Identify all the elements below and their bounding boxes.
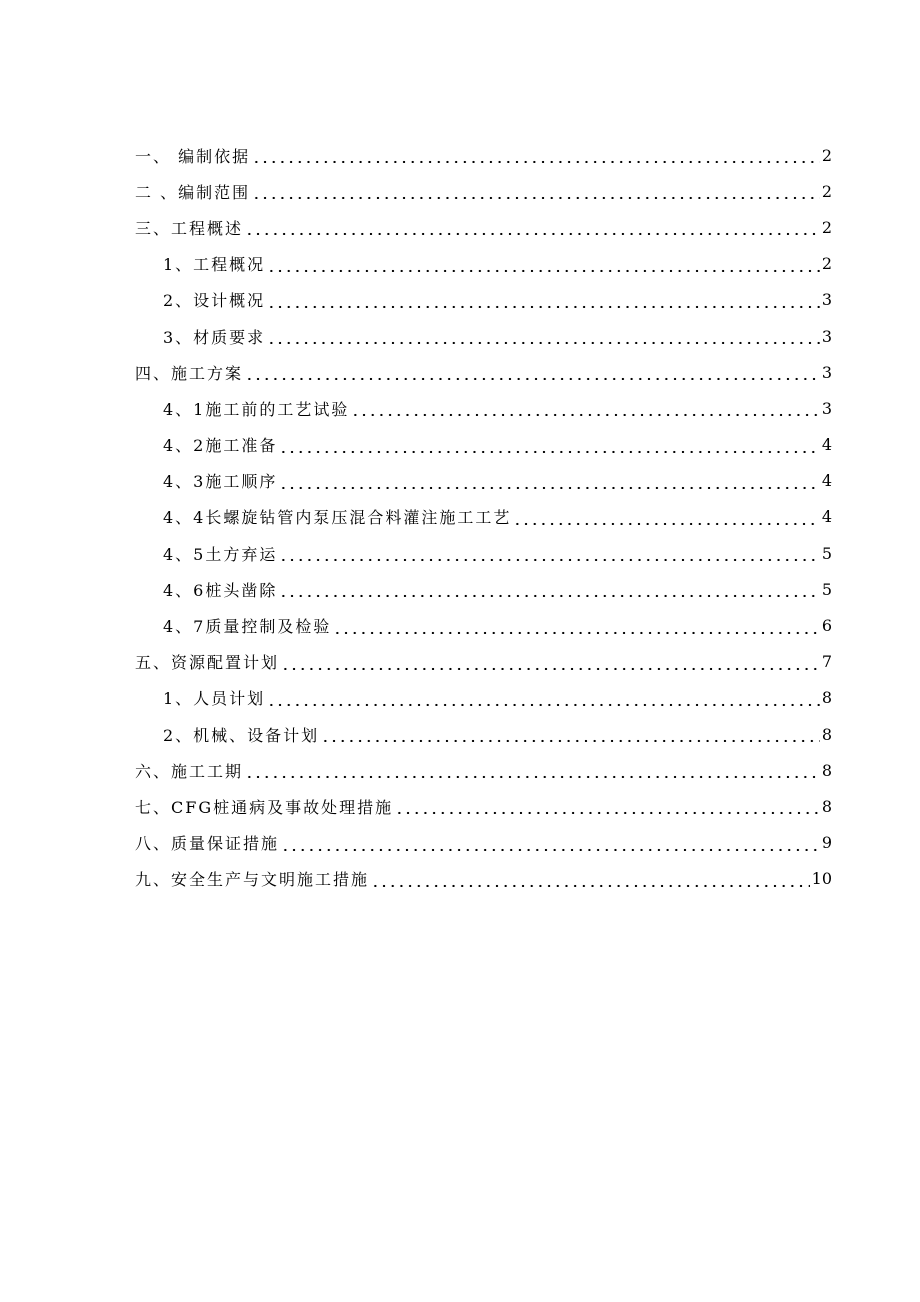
toc-dot-leader xyxy=(267,256,820,272)
toc-entry-page: 8 xyxy=(821,796,832,816)
toc-entry-page: 2 xyxy=(821,217,832,237)
toc-entry[interactable] xyxy=(135,209,832,245)
toc-entry-label: 4、4长螺旋钻管内泵压混合料灌注施工工艺 xyxy=(163,508,512,528)
toc-dot-leader xyxy=(395,798,820,814)
toc-entry-page: 2 xyxy=(821,145,832,165)
toc-entry[interactable] xyxy=(135,571,832,607)
toc-entry-page: 9 xyxy=(821,833,832,853)
toc-entry-label: 九、安全生产与文明施工措施 xyxy=(135,870,370,890)
toc-entry[interactable] xyxy=(135,246,832,282)
toc-entry[interactable] xyxy=(135,861,832,897)
toc-entry[interactable] xyxy=(135,318,832,354)
toc-entry-page: 7 xyxy=(821,652,832,672)
toc-dot-leader xyxy=(279,473,819,489)
toc-dot-leader xyxy=(333,618,819,634)
toc-entry[interactable] xyxy=(135,680,832,716)
toc-entry[interactable] xyxy=(135,607,832,643)
toc-entry[interactable] xyxy=(135,390,832,426)
toc-entry[interactable] xyxy=(135,427,832,463)
toc-entry[interactable] xyxy=(135,825,832,861)
toc-entry-page: 4 xyxy=(821,435,832,455)
toc-entry-page: 2 xyxy=(821,181,832,201)
toc-entry-page: 3 xyxy=(821,290,832,310)
toc-entry[interactable] xyxy=(135,499,832,535)
toc-dot-leader xyxy=(267,328,820,344)
toc-entry-label: 2、机械、设备计划 xyxy=(163,725,320,745)
toc-entry-label: 1、人员计划 xyxy=(163,689,266,709)
toc-dot-leader xyxy=(351,400,819,416)
toc-entry-page: 4 xyxy=(821,507,832,527)
toc-dot-leader xyxy=(321,726,820,742)
toc-entry-page: 8 xyxy=(821,760,832,780)
toc-entry-label: 一、 编制依据 xyxy=(135,146,251,166)
toc-entry[interactable] xyxy=(135,354,832,390)
toc-entry-page: 5 xyxy=(821,543,832,563)
toc-dot-leader xyxy=(245,219,820,235)
toc-entry[interactable] xyxy=(135,535,832,571)
toc-entry-page: 8 xyxy=(821,724,832,744)
toc-dot-leader xyxy=(245,364,820,380)
toc-dot-leader xyxy=(371,871,810,887)
toc-entry[interactable] xyxy=(135,137,832,173)
toc-dot-leader xyxy=(281,835,820,851)
toc-dot-leader xyxy=(252,147,820,163)
toc-entry-page: 10 xyxy=(811,869,832,889)
toc-entry[interactable] xyxy=(135,788,832,824)
toc-entry[interactable] xyxy=(135,282,832,318)
toc-dot-leader xyxy=(279,581,819,597)
toc-entry-label: 1、工程概况 xyxy=(163,255,266,275)
toc-entry-label: 4、3施工顺序 xyxy=(163,472,278,492)
toc-entry[interactable] xyxy=(135,463,832,499)
toc-dot-leader xyxy=(267,292,820,308)
toc-dot-leader xyxy=(513,509,819,525)
toc-dot-leader xyxy=(245,762,820,778)
toc-entry-page: 2 xyxy=(821,254,832,274)
toc-entry-label: 4、6桩头凿除 xyxy=(163,580,278,600)
toc-entry-page: 3 xyxy=(821,398,832,418)
toc-entry-label: 三、工程概述 xyxy=(135,218,244,238)
toc-entry-label: 四、施工方案 xyxy=(135,363,244,383)
toc-entry-label: 4、1施工前的工艺试验 xyxy=(163,399,350,419)
toc-dot-leader xyxy=(279,437,819,453)
toc-entry-label: 七、CFG桩通病及事故处理措施 xyxy=(135,797,394,817)
toc-entry-label: 六、施工工期 xyxy=(135,761,244,781)
toc-entry[interactable] xyxy=(135,173,832,209)
toc-entry-label: 4、7质量控制及检验 xyxy=(163,617,332,637)
toc-entry-label: 3、材质要求 xyxy=(163,327,266,347)
toc-entry-label: 4、2施工准备 xyxy=(163,436,278,456)
toc-entry[interactable] xyxy=(135,716,832,752)
toc-entry-page: 8 xyxy=(821,688,832,708)
toc-entry-page: 6 xyxy=(821,616,832,636)
toc-entry-label: 2、设计概况 xyxy=(163,291,266,311)
toc-dot-leader xyxy=(267,690,820,706)
toc-entry-page: 5 xyxy=(821,579,832,599)
toc-dot-leader xyxy=(281,654,820,670)
toc-entry-label: 二 、编制范围 xyxy=(135,182,251,202)
table-of-contents xyxy=(135,137,832,897)
toc-entry[interactable] xyxy=(135,752,832,788)
toc-entry-label: 八、质量保证措施 xyxy=(135,834,280,854)
toc-entry-label: 五、资源配置计划 xyxy=(135,653,280,673)
toc-dot-leader xyxy=(279,545,819,561)
toc-entry-page: 4 xyxy=(821,471,832,491)
toc-entry-page: 3 xyxy=(821,362,832,382)
toc-dot-leader xyxy=(252,183,820,199)
toc-entry-label: 4、5土方弃运 xyxy=(163,544,278,564)
toc-entry-page: 3 xyxy=(821,326,832,346)
toc-entry[interactable] xyxy=(135,644,832,680)
